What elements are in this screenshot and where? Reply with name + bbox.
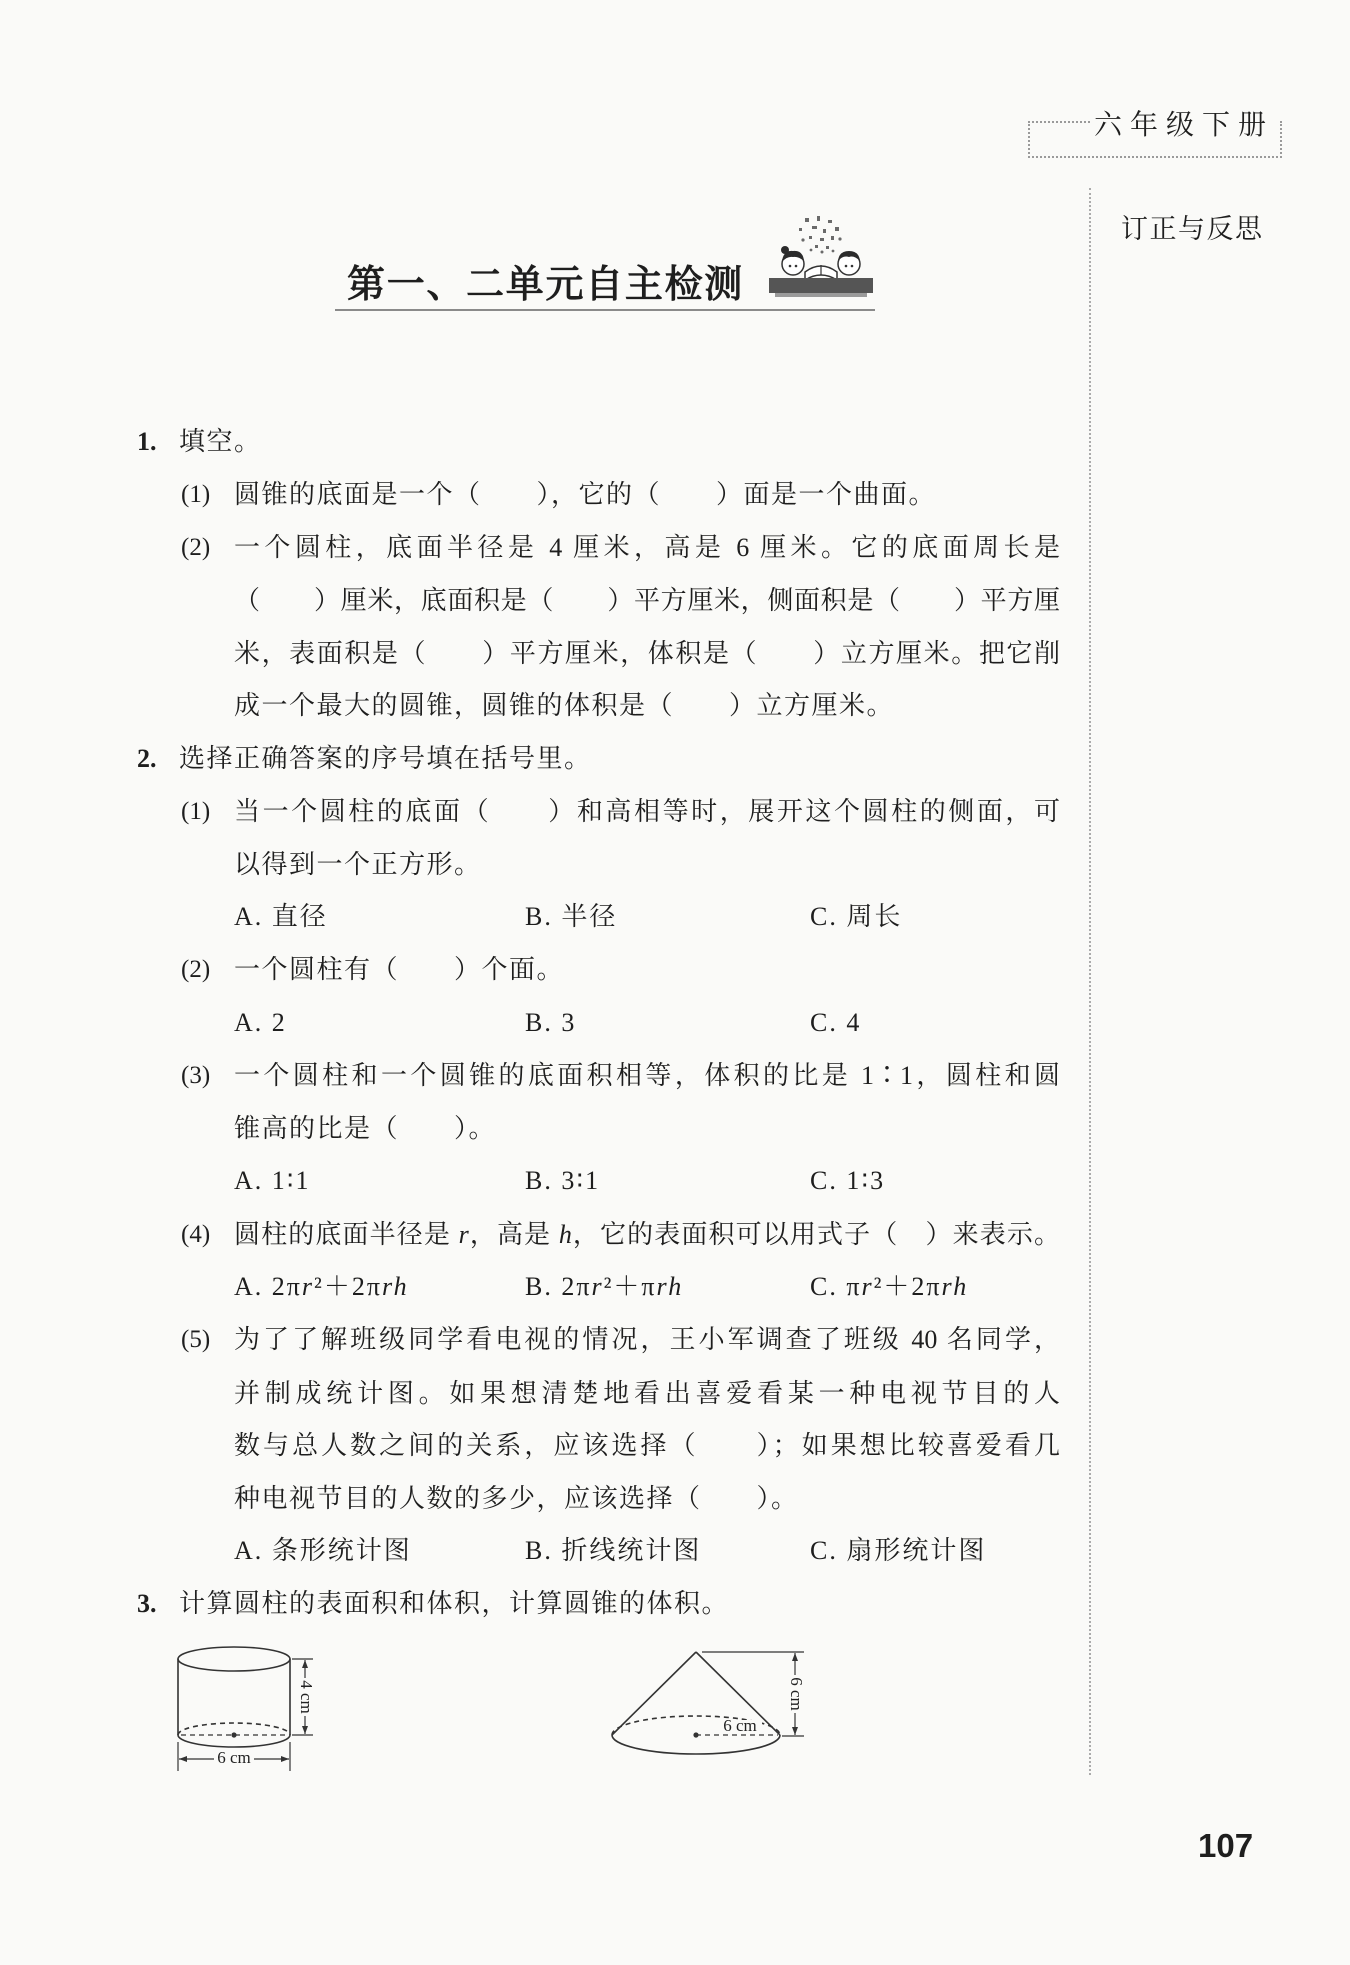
q2-item1-option-b: B. 半径 (525, 902, 618, 931)
q2-item3-option-a: A. 1∶1 (234, 1166, 311, 1195)
q2-item4-line1: 圆柱的底面半径是 r，高是 h，它的表面积可以用式子（ ）来表示。 (234, 1220, 1060, 1249)
q2-item3-option-b: B. 3∶1 (525, 1166, 601, 1195)
q1-item2-line4: 成一个最大的圆锥，圆锥的体积是（ ）立方厘米。 (234, 691, 895, 720)
q2-item5-option-b: B. 折线统计图 (525, 1536, 702, 1565)
q1-item2-line2: （ ）厘米，底面积是（ ）平方厘米，侧面积是（ ）平方厘 (234, 586, 1060, 615)
q2-item1-option-a: A. 直径 (234, 902, 328, 931)
q3-number: 3. (137, 1589, 157, 1618)
q2-item1-label: (1) (181, 798, 211, 825)
q3-prompt: 计算圆柱的表面积和体积，计算圆锥的体积。 (179, 1589, 730, 1618)
q1-prompt: 填空。 (179, 427, 262, 456)
cone-center-dot (693, 1732, 698, 1737)
q2-item4-option-b: B. 2πr²＋πrh (525, 1272, 684, 1301)
q2-item5-label: (5) (181, 1326, 211, 1353)
q2-prompt: 选择正确答案的序号填在括号里。 (179, 744, 592, 773)
q2-number: 2. (137, 744, 157, 773)
correction-column-heading: 订正与反思 (1121, 214, 1264, 244)
q1-item2-label: (2) (181, 534, 211, 561)
q1-item2-line1: 一个圆柱，底面半径是 4 厘米，高是 6 厘米。它的底面周长是 (234, 533, 1060, 562)
correction-column-divider (1089, 188, 1091, 1775)
q2-item3-option-c: C. 1∶3 (810, 1166, 886, 1195)
q2-item5-line1: 为了了解班级同学看电视的情况，王小军调查了班级 40 名同学， (234, 1325, 1060, 1354)
cone-left-side (612, 1652, 696, 1735)
q2-item4-option-c: C. πr²＋2πrh (810, 1272, 969, 1301)
cone-figure (612, 1652, 807, 1754)
q2-item1-line1: 当一个圆柱的底面（ ）和高相等时，展开这个圆柱的侧面，可 (234, 797, 1060, 826)
q2-item3-line1: 一个圆柱和一个圆锥的底面积相等，体积的比是 1∶1，圆柱和圆 (234, 1061, 1060, 1090)
q2-item5-line2: 并制成统计图。如果想清楚地看出喜爱看某一种电视节目的人 (234, 1379, 1060, 1408)
solid-figures (150, 1630, 850, 1780)
q2-item3-label: (3) (181, 1062, 211, 1089)
q2-item5-line4: 种电视节目的人数的多少，应该选择（ ）。 (234, 1484, 799, 1513)
cylinder-center-dot (231, 1732, 236, 1737)
q2-item2-option-b: B. 3 (525, 1008, 577, 1037)
q1-item1-label: (1) (181, 481, 211, 508)
q2-item1-option-c: C. 周长 (810, 902, 903, 931)
q2-item5-line3: 数与总人数之间的关系，应该选择（ ）；如果想比较喜爱看几 (234, 1431, 1060, 1460)
cylinder-top-face (178, 1647, 290, 1671)
cylinder-height-label: 4 cm (297, 1680, 317, 1714)
q2-item4-label: (4) (181, 1221, 211, 1248)
page-title: 第一、二单元自主检测 (347, 264, 745, 306)
q2-item2-line1: 一个圆柱有（ ）个面。 (234, 955, 565, 984)
cone-base-front (612, 1735, 780, 1754)
q2-item5-option-a: A. 条形统计图 (234, 1536, 412, 1565)
q1-item1-line1: 圆锥的底面是一个（ ），它的（ ）面是一个曲面。 (234, 480, 937, 509)
cylinder-diameter-label: 6 cm (217, 1747, 251, 1767)
children-reading-illustration (765, 214, 877, 308)
grade-label: 六年级下册 (1090, 108, 1278, 142)
q2-item5-option-c: C. 扇形统计图 (810, 1536, 987, 1565)
q2-item3-line2: 锥高的比是（ ）。 (234, 1114, 497, 1143)
q1-item2-line3: 米，表面积是（ ）平方厘米，体积是（ ）立方厘米。把它削 (234, 639, 1060, 668)
q2-item4-option-a: A. 2πr²＋2πrh (234, 1272, 409, 1301)
page-number: 107 (1198, 1827, 1254, 1864)
q2-item2-option-a: A. 2 (234, 1008, 287, 1037)
q2-item1-line2: 以得到一个正方形。 (234, 850, 482, 879)
cone-radius-label: 6 cm (723, 1716, 757, 1735)
title-underline (335, 309, 875, 311)
cone-height-label: 6 cm (787, 1677, 807, 1711)
q2-item2-label: (2) (181, 956, 211, 983)
q2-item2-option-c: C. 4 (810, 1008, 862, 1037)
q1-number: 1. (137, 427, 157, 456)
